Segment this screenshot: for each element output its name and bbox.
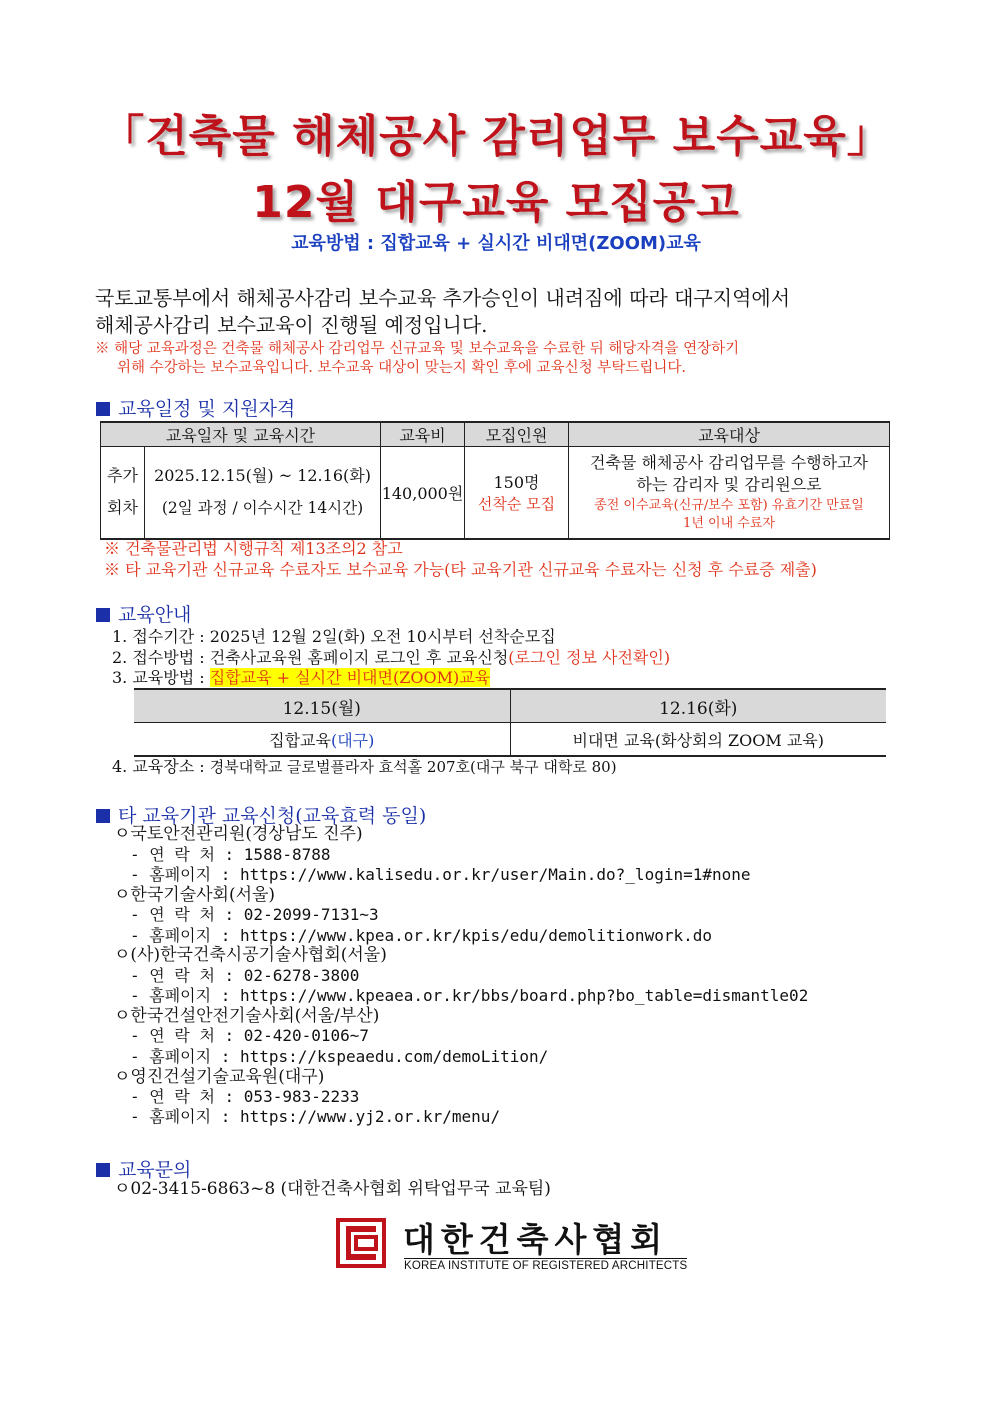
org-name: ㅇ한국기술사회(서울) bbox=[114, 885, 276, 905]
guide-item-4: 4. 교육장소 : 경북대학교 글로벌플라자 효석홀 207호(대구 북구 대학로 80) bbox=[112, 757, 617, 776]
date-cell: 2025.12.15(월) ~ 12.16(화) (2일 과정 / 이수시간 14시간) bbox=[145, 447, 381, 539]
capacity-cell: 150명 선착순 모집 bbox=[465, 447, 569, 539]
inquiry-heading: 교육문의 bbox=[96, 1155, 191, 1182]
square-bullet-icon bbox=[96, 1163, 110, 1177]
day1-header: 12.15(월) bbox=[134, 689, 510, 723]
org-contact: - 연 락 처 : 02-6278-3800 bbox=[130, 966, 360, 985]
org-homepage[interactable]: - 홈페이지 : https://www.kalisedu.or.kr/user/Main.do?_login=1#none bbox=[130, 865, 751, 884]
org-name: ㅇ국토안전관리원(경상남도 진주) bbox=[114, 824, 363, 844]
method-line: 교육방법 : 집합교육 + 실시간 비대면(ZOOM)교육 bbox=[291, 233, 701, 254]
fee-cell: 140,000원 bbox=[381, 447, 465, 539]
square-bullet-icon bbox=[96, 809, 110, 823]
org-contact: - 연 락 처 : 02-420-0106~7 bbox=[130, 1026, 370, 1045]
org-homepage[interactable]: - 홈페이지 : https://kspeaedu.com/demoLition/ bbox=[130, 1047, 549, 1066]
intro-note-1: ※ 해당 교육과정은 건축물 해체공사 감리업무 신규교육 및 보수교육을 수료한 뒤 해당자격을 연장하기 bbox=[95, 341, 740, 357]
logo-text-korean: 대한건축사협회 bbox=[403, 1220, 669, 1259]
org-contact: - 연 락 처 : 1588-8788 bbox=[130, 845, 331, 864]
logo-text-english: KOREA INSTITUTE OF REGISTERED ARCHITECTS bbox=[404, 1260, 688, 1272]
org-homepage[interactable]: - 홈페이지 : https://www.kpea.or.kr/kpis/edu/demolitionwork.do bbox=[130, 926, 712, 945]
header-target: 교육대상 bbox=[569, 422, 890, 447]
day-table bbox=[134, 688, 886, 757]
org-homepage[interactable]: - 홈페이지 : https://www.yj2.or.kr/menu/ bbox=[130, 1107, 501, 1126]
logo-mark-icon bbox=[336, 1218, 386, 1268]
schedule-heading: 교육일정 및 지원자격 bbox=[96, 394, 295, 421]
header-capacity: 모집인원 bbox=[465, 422, 569, 447]
inquiry-value: ㅇ02-3415-6863~8 (대한건축사협회 위탁업무국 교육팀) bbox=[114, 1179, 551, 1199]
round-cell: 추가 회차 bbox=[101, 447, 145, 539]
reference-note-2: ※ 타 교육기관 신규교육 수료자도 보수교육 가능(타 교육기관 신규교육 수료자는 신청 후 수료증 제출) bbox=[104, 560, 817, 579]
schedule-table bbox=[100, 421, 890, 540]
guide-item-2: 2. 접수방법 : 건축사교육원 홈페이지 로그인 후 교육신청(로그인 정보 사전확인) bbox=[112, 648, 671, 667]
org-homepage[interactable]: - 홈페이지 : https://www.kpeaea.or.kr/bbs/board.php?bo_table=dismantle02 bbox=[130, 986, 809, 1005]
org-name: ㅇ(사)한국건축시공기술사협회(서울) bbox=[114, 945, 387, 965]
others-heading: 타 교육기관 교육신청(교육효력 동일) bbox=[96, 801, 426, 828]
table-row bbox=[134, 689, 886, 723]
org-name: ㅇ한국건설안전기술사회(서울/부산) bbox=[114, 1006, 380, 1026]
reference-note-1: ※ 건축물관리법 시행규칙 제13조의2 참고 bbox=[104, 539, 403, 558]
intro-line-2: 해체공사감리 보수교육이 진행될 예정입니다. bbox=[95, 313, 488, 337]
square-bullet-icon bbox=[96, 402, 110, 416]
intro-line-1: 국토교통부에서 해체공사감리 보수교육 추가승인이 내려짐에 따라 대구지역에서 bbox=[95, 286, 791, 310]
org-contact: - 연 락 처 : 053-983-2233 bbox=[130, 1087, 360, 1106]
header-date: 교육일자 및 교육시간 bbox=[101, 422, 381, 447]
page-subtitle: 12월 대구교육 모집공고 bbox=[252, 177, 740, 228]
intro-note-2: 위해 수강하는 보수교육입니다. 보수교육 대상이 맞는지 확인 후에 교육신청 부탁드립니다. bbox=[117, 360, 686, 376]
day2-value: 비대면 교육(화상회의 ZOOM 교육) bbox=[510, 723, 886, 757]
target-cell: 건축물 해체공사 감리업무를 수행하고자 하는 감리자 및 감리원으로 종전 이수교육(신규/보수 포함) 유효기간 만료일 1년 이내 수료자 bbox=[569, 447, 890, 539]
day1-value: 집합교육(대구) bbox=[134, 723, 510, 757]
day2-header: 12.16(화) bbox=[510, 689, 886, 723]
header-fee: 교육비 bbox=[381, 422, 465, 447]
org-contact: - 연 락 처 : 02-2099-7131~3 bbox=[130, 905, 379, 924]
table-row bbox=[101, 447, 890, 539]
org-name: ㅇ영진건설기술교육원(대구) bbox=[114, 1067, 325, 1087]
guide-item-1: 1. 접수기간 : 2025년 12월 2일(화) 오전 10시부터 선착순모집 bbox=[112, 627, 556, 646]
square-bullet-icon bbox=[96, 608, 110, 622]
table-row bbox=[134, 723, 886, 757]
page-title: 「건축물 해체공사 감리업무 보수교육」 bbox=[100, 111, 892, 162]
guide-item-3: 3. 교육방법 : 집합교육 + 실시간 비대면(ZOOM)교육 bbox=[112, 668, 491, 687]
guide-heading: 교육안내 bbox=[96, 600, 191, 627]
